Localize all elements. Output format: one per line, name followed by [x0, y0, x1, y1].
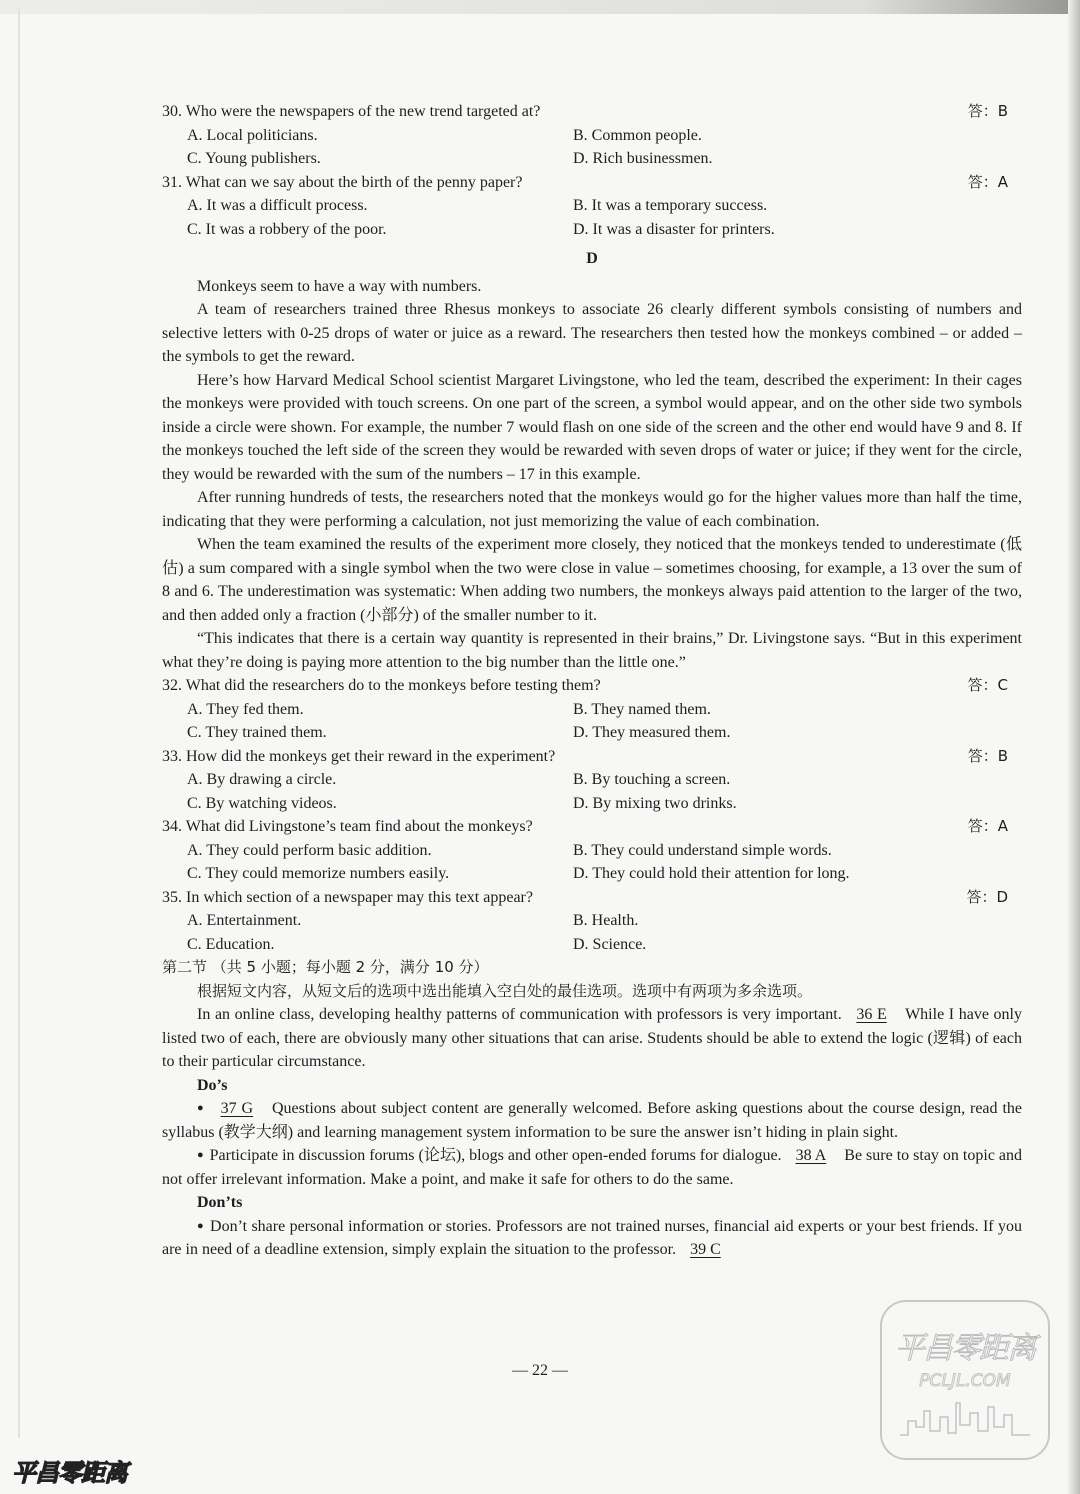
question-32 — [162, 674, 1022, 745]
option-c: C. Education. — [187, 935, 275, 953]
option-a: A. By drawing a circle. — [187, 771, 337, 788]
cloze-text: Don’t share personal information or stories. Professors are not trained nurses, financial aid experts or your best friends. If you are in need of a deadline extension, simply explain the situation to the professor. — [162, 1217, 1022, 1258]
options — [162, 698, 1022, 745]
passage-paragraph: When the team examined the results of the experiment more closely, they noticed that the monkeys tended to underestimate (低估) a sum compared with a single symbol when the two were close in value – sometimes choosing, for example, a 13 over the sum of 8 and 6. The underestimation was systematic: When adding two numbers, the monkeys always paid attention to the larger of the two, and then added only a fraction (小部分) of the smaller number to it. — [162, 536, 1022, 624]
passage-paragraph: Here’s how Harvard Medical School scientist Margaret Livingstone, who led the team, described the experiment: In their cages the monkeys were provided with touch screens. On one part of the screen, a symbol would appear, and on the other side two symbols inside a circle were shown. For example, the number 7 would flash on one side of the screen and the other end would have 9 and 8. If the monkeys touched the left side of the screen they would be rewarded with seven drops of water or juice; if they went for the circle, they would be rewarded with the sum of the numbers – 17 in this example. — [162, 371, 1022, 483]
question-number: 32. — [162, 677, 182, 694]
option-b: B. By touching a screen. — [573, 771, 731, 788]
question-text: What can we say about the birth of the penny paper? — [185, 173, 523, 191]
question-stem — [162, 815, 1022, 839]
passage-paragraph: Monkeys seem to have a way with numbers. — [197, 277, 482, 295]
dont-item-1 — [162, 1215, 1022, 1262]
passage-heading: D — [586, 250, 598, 267]
question-number: 30. — [162, 103, 182, 120]
answer-key: 答：B — [967, 746, 1008, 765]
options — [162, 839, 1022, 886]
question-number: 31. — [162, 173, 182, 191]
question-33 — [162, 745, 1022, 816]
cloze-text: Questions about subject content are generally welcomed. Before asking questions about the course design, read the syllabus (教学大纲) and learning management system information to be sure the answer isn’t hiding in plain sight. — [162, 1100, 1023, 1141]
option-c: C. They could memorize numbers easily. — [187, 865, 450, 882]
option-a: A. It was a difficult process. — [187, 197, 368, 214]
passage-paragraph: After running hundreds of tests, the researchers noted that the monkeys would go for the higher values more than half the time, indicating that they were performing a calculation, not just memorizing the value of each combination. — [162, 489, 1022, 530]
options — [162, 194, 1022, 241]
option-d: D. Science. — [573, 935, 647, 953]
option-c: C. It was a robbery of the poor. — [187, 220, 387, 238]
question-number: 33. — [162, 747, 182, 765]
question-text: Who were the newspapers of the new trend targeted at? — [185, 103, 541, 120]
question-text: In which section of a newspaper may this text appear? — [186, 888, 533, 906]
question-text: What did Livingstone’s team find about the monkeys? — [185, 818, 533, 835]
cloze-intro — [162, 1003, 1022, 1074]
bullet-icon: ● — [197, 1149, 204, 1161]
page-number: — 22 — — [512, 1362, 568, 1379]
scan-shadow-right — [1068, 0, 1080, 1494]
blank-37: 37 G — [220, 1100, 254, 1117]
dos-heading: Do’s — [197, 1076, 228, 1094]
question-stem — [162, 886, 1022, 910]
cloze-text: Participate in discussion forums (论坛), blogs and other open-ended forums for dialogue. — [209, 1147, 782, 1164]
scan-edge-left — [18, 8, 20, 1438]
option-d: D. They measured them. — [573, 724, 731, 741]
option-d: D. It was a disaster for printers. — [573, 220, 775, 238]
question-stem — [162, 674, 1022, 698]
option-c: C. Young publishers. — [187, 150, 321, 167]
blank-36: 36 E — [856, 1006, 887, 1023]
bullet-icon: ● — [197, 1102, 205, 1114]
passage-paragraph: A team of researchers trained three Rhesus monkeys to associate 26 clearly different symbols consisting of numbers and selective letters with 0-25 drops of water or juice as a reward. The researchers then tested how the monkeys combined – or added – the symbols to get the reward. — [162, 301, 1022, 365]
option-d: D. Rich businessmen. — [573, 150, 713, 167]
option-b: B. Health. — [573, 912, 639, 929]
options — [162, 768, 1022, 815]
question-34 — [162, 815, 1022, 886]
question-stem — [162, 171, 1022, 195]
question-number: 35. — [162, 888, 182, 906]
answer-key: 答：B — [967, 102, 1008, 120]
option-c: C. By watching videos. — [187, 794, 337, 812]
question-stem — [162, 745, 1022, 769]
option-b: B. They could understand simple words. — [573, 841, 832, 859]
cloze-text: Be sure to stay on topic and not offer irrelevant information. Make a point, and make it safe for others to do the same. — [162, 1147, 1023, 1188]
option-a: A. They could perform basic addition. — [187, 841, 432, 859]
bullet-icon: ● — [197, 1219, 205, 1232]
answer-key: 答：C — [967, 676, 1008, 694]
option-a: A. They fed them. — [187, 700, 304, 718]
answer-key: 答：A — [967, 817, 1008, 835]
option-b: B. It was a temporary success. — [573, 197, 768, 214]
question-35 — [162, 886, 1022, 957]
option-b: B. Common people. — [573, 126, 702, 144]
skyline-icon — [900, 1397, 1030, 1437]
option-a: A. Local politicians. — [187, 126, 318, 144]
blank-38: 38 A — [795, 1147, 827, 1164]
option-d: D. By mixing two drinks. — [573, 794, 737, 812]
do-item-2 — [162, 1144, 1022, 1191]
corner-logo: 平昌零距离 — [12, 1459, 127, 1487]
cloze-text: While I have only listed two of each, there are obviously many other situations that can arise. Students should be able to extend the logic (逻辑) of each to their particular circumstance. — [162, 1006, 1022, 1070]
exam-page-content — [162, 100, 1022, 1262]
blank-39: 39 C — [690, 1241, 721, 1258]
do-item-1 — [162, 1097, 1022, 1144]
answer-key: 答：D — [966, 887, 1008, 906]
question-number: 34. — [162, 818, 182, 835]
cloze-text: In an online class, developing healthy patterns of communication with professors is very important. — [197, 1006, 842, 1023]
option-c: C. They trained them. — [187, 724, 327, 741]
passage-d — [162, 275, 1022, 675]
scan-shadow-top — [0, 0, 1080, 14]
question-text: What did the researchers do to the monkeys before testing them? — [185, 677, 601, 694]
passage-paragraph: “This indicates that there is a certain way quantity is represented in their brains,” Dr. Livingstone says. “But in this experiment what they’re doing is paying more attention to the big number than the little one.” — [162, 630, 1022, 671]
section-instruction: 根据短文内容，从短文后的选项中选出能填入空白处的最佳选项。选项中有两项为多余选项。 — [197, 981, 813, 1000]
question-30 — [162, 100, 1022, 171]
answer-key: 答：A — [967, 172, 1008, 191]
donts-heading: Don’ts — [197, 1194, 243, 1211]
watermark — [880, 1300, 1050, 1460]
option-a: A. Entertainment. — [187, 912, 302, 929]
question-stem — [162, 100, 1022, 124]
watermark-url: PCLJL.COM — [919, 1371, 1011, 1391]
option-b: B. They named them. — [573, 700, 711, 718]
watermark-brand: 平昌零距离 — [895, 1331, 1035, 1366]
options — [162, 124, 1022, 171]
option-d: D. They could hold their attention for long. — [573, 865, 850, 882]
question-text: How did the monkeys get their reward in the experiment? — [186, 747, 556, 765]
question-31 — [162, 171, 1022, 242]
section-title: 第二节 （共 5 小题；每小题 2 分，满分 10 分） — [162, 958, 489, 976]
options — [162, 909, 1022, 956]
